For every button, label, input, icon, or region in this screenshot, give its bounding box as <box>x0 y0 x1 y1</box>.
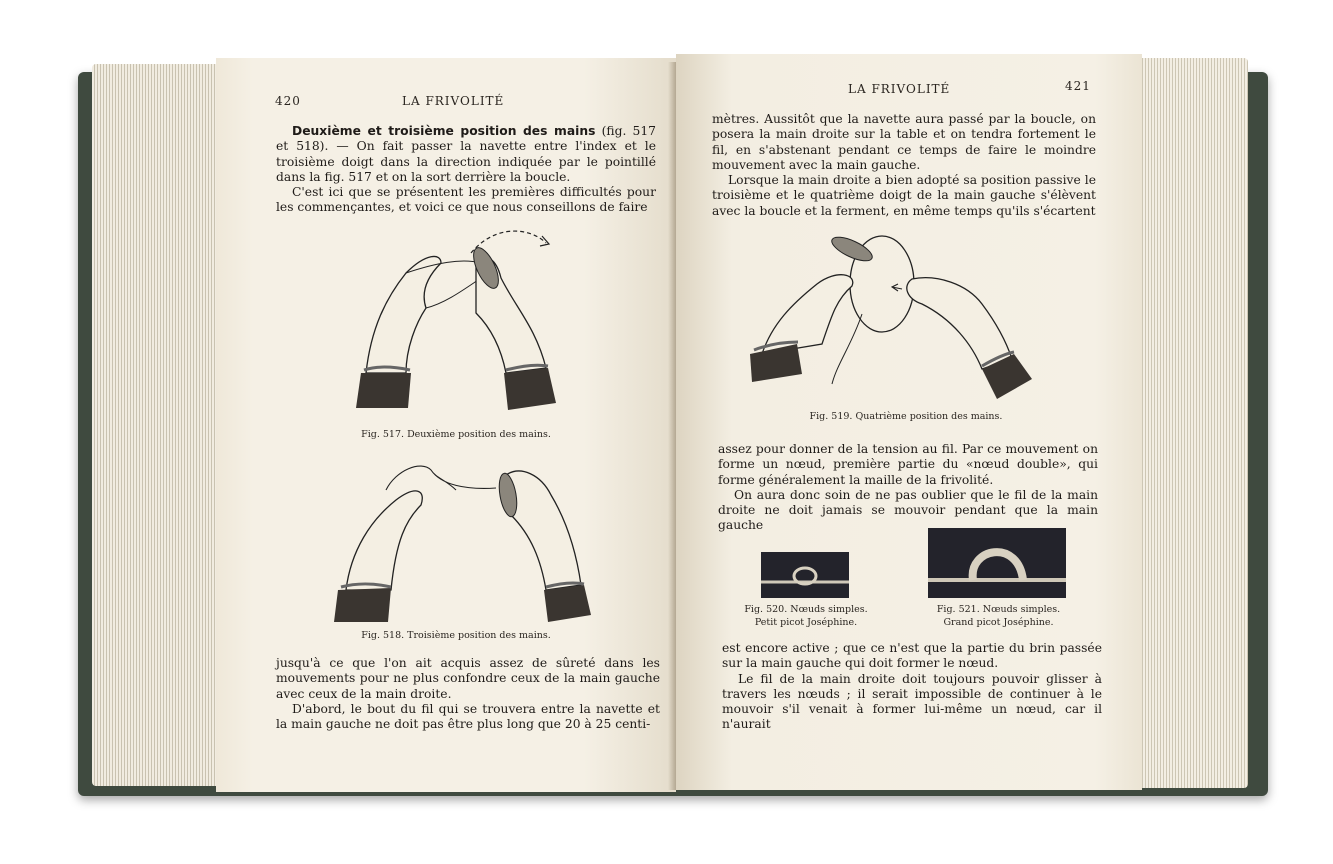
left-page-edges <box>92 64 220 786</box>
paragraph: jusqu'à ce que l'on ait acquis assez de sûreté dans les mouvements pour ne plus confondre ceux de la main gauche avec ceux de la main droite. <box>276 656 660 701</box>
paragraph: Lorsque la main droite a bien adopté sa position passive le troisième et le quatrième doigt de la main gauche s'élèvent avec la boucle et la ferment, en même temps qu'ils s'écartent <box>712 173 1096 218</box>
caption-line: Grand picot Joséphine. <box>943 617 1054 628</box>
paragraph: (fig. 517 et 518). — On fait passer la navette entre l'index et le troisième doigt dans la direction indiquée par le pointillé dans la fig. 517 et on la sort derrière la boucle. <box>276 124 656 184</box>
right-page-edges <box>1140 58 1248 788</box>
figure-519-caption: Fig. 519. Quatrième position des mains. <box>809 411 1003 422</box>
page-number: 421 <box>1065 79 1091 93</box>
paragraph: mètres. Aussitôt que la navette aura passé par la boucle, on posera la main droite sur la table et on tendra fortement le fil, en s'abstenant pendant ce temps de faire le moindre mouvement avec la main gauche. <box>712 112 1096 172</box>
figure-517-caption: Fig. 517. Deuxième position des mains. <box>361 429 551 440</box>
caption-line: Fig. 520. Nœuds simples. <box>744 604 868 615</box>
text-block-bottom <box>276 656 660 732</box>
page-number: 420 <box>275 94 301 108</box>
figure-517-hands-illustration <box>346 218 586 418</box>
running-head: LA FRIVOLITÉ <box>402 94 505 108</box>
paragraph: est encore active ; que ce n'est que la partie du brin passée sur la main gauche qui doit former le nœud. <box>722 641 1102 671</box>
right-page <box>676 54 1142 790</box>
paragraph: assez pour donner de la tension au fil. Par ce mouvement on forme un nœud, première partie du «nœud double», qui forme généralement la maille de la frivolité. <box>718 442 1098 487</box>
paragraph: On aura donc soin de ne pas oublier que le fil de la main droite ne doit jamais se mouvoir pendant que la main gauche <box>718 487 1098 533</box>
figure-518-caption: Fig. 518. Troisième position des mains. <box>361 630 551 641</box>
left-page <box>216 58 676 792</box>
text-block-bottom <box>722 641 1102 733</box>
figure-520-caption <box>736 603 876 629</box>
figure-521-knot-photo <box>928 528 1066 598</box>
text-block-middle <box>718 442 1098 534</box>
paragraph: C'est ici que se présentent les premières difficultés pour les commençantes, et voici ce que nous conseillons de faire <box>276 185 656 215</box>
caption-line: Fig. 521. Nœuds simples. <box>936 604 1061 615</box>
section-heading: Deuxième et troisième position des mains <box>292 124 596 138</box>
paragraph: D'abord, le bout du fil qui se trouvera entre la navette et la main gauche ne doit pas être plus long que 20 à 25 centi- <box>276 701 660 732</box>
text-block-top <box>276 124 656 216</box>
paragraph: Le fil de la main droite doit toujours pouvoir glisser à travers les nœuds ; il serait impossible de continuer à le mouvoir s'il venait à former lui-même un nœud, car il n'aurait <box>722 671 1102 732</box>
caption-line: Petit picot Joséphine. <box>754 617 858 628</box>
figure-520-knot-photo <box>761 552 849 598</box>
figure-521-caption <box>926 603 1071 629</box>
running-head: LA FRIVOLITÉ <box>848 82 951 96</box>
figure-519-hands-illustration <box>742 224 1062 414</box>
figure-518-hands-illustration <box>326 450 616 630</box>
text-block-top <box>712 112 1096 219</box>
